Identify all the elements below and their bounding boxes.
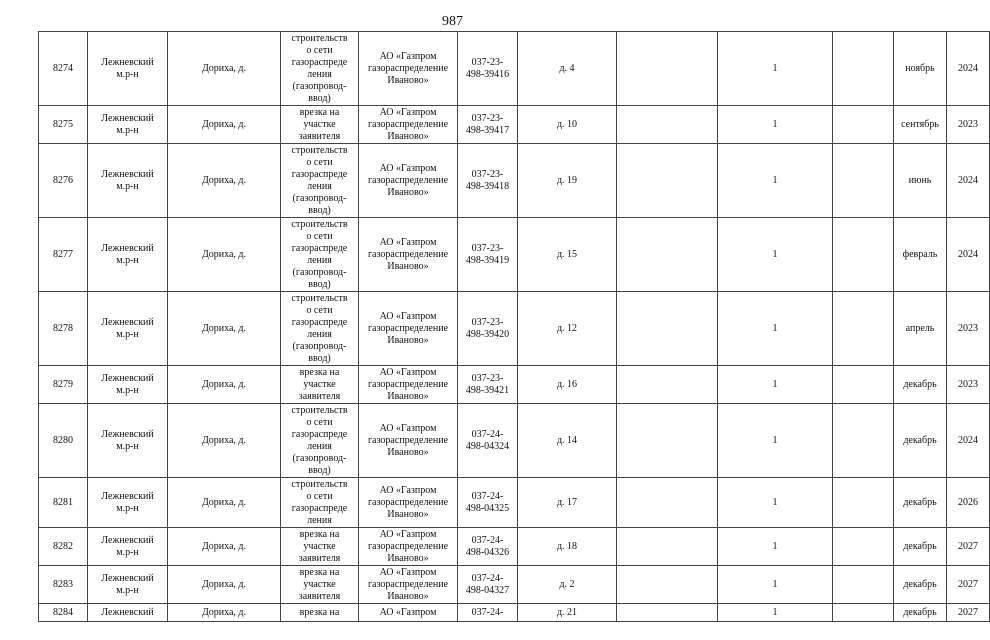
organization-cell: АО «Газпром газораспределение Иваново»: [359, 32, 458, 106]
month-cell: декабрь: [894, 528, 947, 566]
table-row: [39, 366, 990, 404]
row-number: 8280: [39, 404, 88, 478]
quantity-cell: 1: [718, 566, 833, 604]
registration-code-cell: 037-24- 498-04326: [458, 528, 518, 566]
table-row: [39, 604, 990, 622]
month-cell: декабрь: [894, 404, 947, 478]
district-cell: Лежневский м.р-н: [88, 478, 168, 528]
organization-cell: АО «Газпром газораспределение Иваново»: [359, 528, 458, 566]
house-cell: д. 21: [518, 604, 617, 622]
work-type-cell: врезка на участке заявителя: [281, 106, 359, 144]
district-cell: Лежневский м.р-н: [88, 366, 168, 404]
table-row: [39, 292, 990, 366]
quantity-cell: 1: [718, 604, 833, 622]
quantity-cell: 1: [718, 528, 833, 566]
year-cell: 2027: [947, 528, 990, 566]
month-cell: апрель: [894, 292, 947, 366]
row-number: 8275: [39, 106, 88, 144]
work-type-cell: строительств о сети газораспреде ления (газопровод- ввод): [281, 218, 359, 292]
house-cell: д. 4: [518, 32, 617, 106]
month-cell: ноябрь: [894, 32, 947, 106]
organization-cell: АО «Газпром газораспределение Иваново»: [359, 478, 458, 528]
row-number: 8278: [39, 292, 88, 366]
work-type-cell: строительств о сети газораспреде ления (газопровод- ввод): [281, 144, 359, 218]
work-type-cell: врезка на участке заявителя: [281, 528, 359, 566]
row-number: 8281: [39, 478, 88, 528]
row-number: 8283: [39, 566, 88, 604]
month-cell: декабрь: [894, 566, 947, 604]
empty-cell: [833, 292, 894, 366]
house-cell: д. 14: [518, 404, 617, 478]
registration-code-cell: 037-24-: [458, 604, 518, 622]
table-row: [39, 478, 990, 528]
row-number: 8284: [39, 604, 88, 622]
work-type-cell: строительств о сети газораспреде ления (газопровод- ввод): [281, 32, 359, 106]
locality-cell: Дориха, д.: [168, 566, 281, 604]
locality-cell: Дориха, д.: [168, 478, 281, 528]
table-row: [39, 32, 990, 106]
records-table: [38, 31, 990, 622]
month-cell: декабрь: [894, 366, 947, 404]
district-cell: Лежневский м.р-н: [88, 106, 168, 144]
year-cell: 2023: [947, 292, 990, 366]
empty-cell: [833, 218, 894, 292]
registration-code-cell: 037-23- 498-39417: [458, 106, 518, 144]
year-cell: 2024: [947, 32, 990, 106]
month-cell: декабрь: [894, 478, 947, 528]
month-cell: июнь: [894, 144, 947, 218]
organization-cell: АО «Газпром газораспределение Иваново»: [359, 566, 458, 604]
quantity-cell: 1: [718, 292, 833, 366]
quantity-cell: 1: [718, 478, 833, 528]
year-cell: 2024: [947, 144, 990, 218]
month-cell: сентябрь: [894, 106, 947, 144]
locality-cell: Дориха, д.: [168, 144, 281, 218]
table-row: [39, 566, 990, 604]
year-cell: 2024: [947, 404, 990, 478]
registration-code-cell: 037-23- 498-39419: [458, 218, 518, 292]
empty-cell: [617, 366, 718, 404]
registration-code-cell: 037-24- 498-04324: [458, 404, 518, 478]
empty-cell: [617, 404, 718, 478]
locality-cell: Дориха, д.: [168, 32, 281, 106]
district-cell: Лежневский м.р-н: [88, 566, 168, 604]
district-cell: Лежневский м.р-н: [88, 292, 168, 366]
organization-cell: АО «Газпром газораспределение Иваново»: [359, 218, 458, 292]
organization-cell: АО «Газпром газораспределение Иваново»: [359, 106, 458, 144]
work-type-cell: врезка на участке заявителя: [281, 366, 359, 404]
district-cell: Лежневский м.р-н: [88, 528, 168, 566]
quantity-cell: 1: [718, 32, 833, 106]
empty-cell: [617, 528, 718, 566]
table-row: [39, 528, 990, 566]
empty-cell: [833, 144, 894, 218]
organization-cell: АО «Газпром газораспределение Иваново»: [359, 144, 458, 218]
locality-cell: Дориха, д.: [168, 528, 281, 566]
empty-cell: [833, 366, 894, 404]
organization-cell: АО «Газпром: [359, 604, 458, 622]
row-number: 8277: [39, 218, 88, 292]
year-cell: 2027: [947, 566, 990, 604]
table-row: [39, 404, 990, 478]
empty-cell: [833, 404, 894, 478]
organization-cell: АО «Газпром газораспределение Иваново»: [359, 292, 458, 366]
house-cell: д. 2: [518, 566, 617, 604]
work-type-cell: строительств о сети газораспреде ления: [281, 478, 359, 528]
quantity-cell: 1: [718, 366, 833, 404]
year-cell: 2023: [947, 106, 990, 144]
row-number: 8279: [39, 366, 88, 404]
empty-cell: [833, 604, 894, 622]
registration-code-cell: 037-23- 498-39418: [458, 144, 518, 218]
district-cell: Лежневский м.р-н: [88, 218, 168, 292]
registration-code-cell: 037-24- 498-04325: [458, 478, 518, 528]
house-cell: д. 19: [518, 144, 617, 218]
district-cell: Лежневский м.р-н: [88, 404, 168, 478]
empty-cell: [617, 566, 718, 604]
locality-cell: Дориха, д.: [168, 292, 281, 366]
table-row: [39, 106, 990, 144]
empty-cell: [833, 106, 894, 144]
house-cell: д. 18: [518, 528, 617, 566]
locality-cell: Дориха, д.: [168, 106, 281, 144]
locality-cell: Дориха, д.: [168, 218, 281, 292]
district-cell: Лежневский м.р-н: [88, 32, 168, 106]
year-cell: 2027: [947, 604, 990, 622]
page-number: 987: [442, 14, 463, 29]
empty-cell: [833, 478, 894, 528]
empty-cell: [833, 32, 894, 106]
row-number: 8282: [39, 528, 88, 566]
month-cell: февраль: [894, 218, 947, 292]
month-cell: декабрь: [894, 604, 947, 622]
table-row: [39, 144, 990, 218]
organization-cell: АО «Газпром газораспределение Иваново»: [359, 366, 458, 404]
year-cell: 2024: [947, 218, 990, 292]
work-type-cell: строительств о сети газораспреде ления (газопровод- ввод): [281, 404, 359, 478]
row-number: 8274: [39, 32, 88, 106]
empty-cell: [617, 292, 718, 366]
registration-code-cell: 037-23- 498-39421: [458, 366, 518, 404]
house-cell: д. 16: [518, 366, 617, 404]
district-cell: Лежневский м.р-н: [88, 144, 168, 218]
registration-code-cell: 037-24- 498-04327: [458, 566, 518, 604]
empty-cell: [617, 218, 718, 292]
empty-cell: [833, 566, 894, 604]
district-cell: Лежневский: [88, 604, 168, 622]
empty-cell: [617, 478, 718, 528]
empty-cell: [617, 32, 718, 106]
quantity-cell: 1: [718, 144, 833, 218]
quantity-cell: 1: [718, 218, 833, 292]
year-cell: 2023: [947, 366, 990, 404]
empty-cell: [617, 604, 718, 622]
organization-cell: АО «Газпром газораспределение Иваново»: [359, 404, 458, 478]
work-type-cell: врезка на: [281, 604, 359, 622]
work-type-cell: врезка на участке заявителя: [281, 566, 359, 604]
locality-cell: Дориха, д.: [168, 604, 281, 622]
empty-cell: [617, 144, 718, 218]
work-type-cell: строительств о сети газораспреде ления (газопровод- ввод): [281, 292, 359, 366]
locality-cell: Дориха, д.: [168, 404, 281, 478]
house-cell: д. 15: [518, 218, 617, 292]
house-cell: д. 10: [518, 106, 617, 144]
quantity-cell: 1: [718, 106, 833, 144]
house-cell: д. 12: [518, 292, 617, 366]
house-cell: д. 17: [518, 478, 617, 528]
row-number: 8276: [39, 144, 88, 218]
locality-cell: Дориха, д.: [168, 366, 281, 404]
empty-cell: [617, 106, 718, 144]
registration-code-cell: 037-23- 498-39420: [458, 292, 518, 366]
table-row: [39, 218, 990, 292]
year-cell: 2026: [947, 478, 990, 528]
empty-cell: [833, 528, 894, 566]
quantity-cell: 1: [718, 404, 833, 478]
registration-code-cell: 037-23- 498-39416: [458, 32, 518, 106]
